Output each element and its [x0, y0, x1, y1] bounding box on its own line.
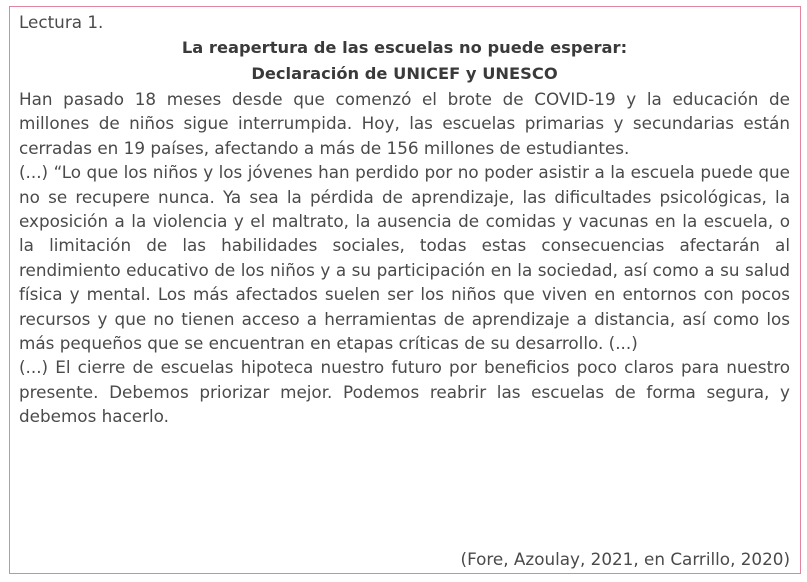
paragraph-closing: (...) El cierre de escuelas hipoteca nuestro futuro por beneficios poco claros para nuestro presente. Debemos priorizar mejor. Podemos reabrir las escuelas de forma segura, y debemos hacerlo.	[19, 357, 790, 427]
reading-content	[19, 11, 790, 569]
title-line-2: Declaración de UNICEF y UNESCO	[251, 64, 558, 83]
title-line-1: La reapertura de las escuelas no puede esperar:	[181, 38, 628, 57]
citation: (Fore, Azoulay, 2021, en Carrillo, 2020)	[460, 549, 790, 569]
reading-title	[19, 35, 790, 87]
paragraph-intro: Han pasado 18 meses desde que comenzó el brote de COVID-19 y la educación de millones de niños sigue interrumpida. Hoy, las escuelas primarias y secundarias están cerradas en 19 países, afectando a más de 156 millones de estudiantes.	[19, 89, 790, 158]
reading-label: Lectura 1.	[19, 12, 104, 32]
paragraph-quote: (...) “Lo que los niños y los jóvenes han perdido por no poder asistir a la escuela puede que no se recupere nunca. Ya sea la pérdida de aprendizaje, las dificultades psicológicas, la exposición a la violencia y el maltrato, la ausencia de comidas y vacunas en la escuela, o la limitación de las habilidades sociales, todas estas consecuencias afectarán al rendimiento educativo de los niños y a su participación en la sociedad, así como a su salud física y mental. Los más afectados suelen ser los niños que viven en entornos con pocos recursos y que no tienen acceso a herramientas de aprendizaje a distancia, así como los más pequeños que se encuentran en etapas críticas de su desarrollo. (...)	[19, 162, 790, 354]
